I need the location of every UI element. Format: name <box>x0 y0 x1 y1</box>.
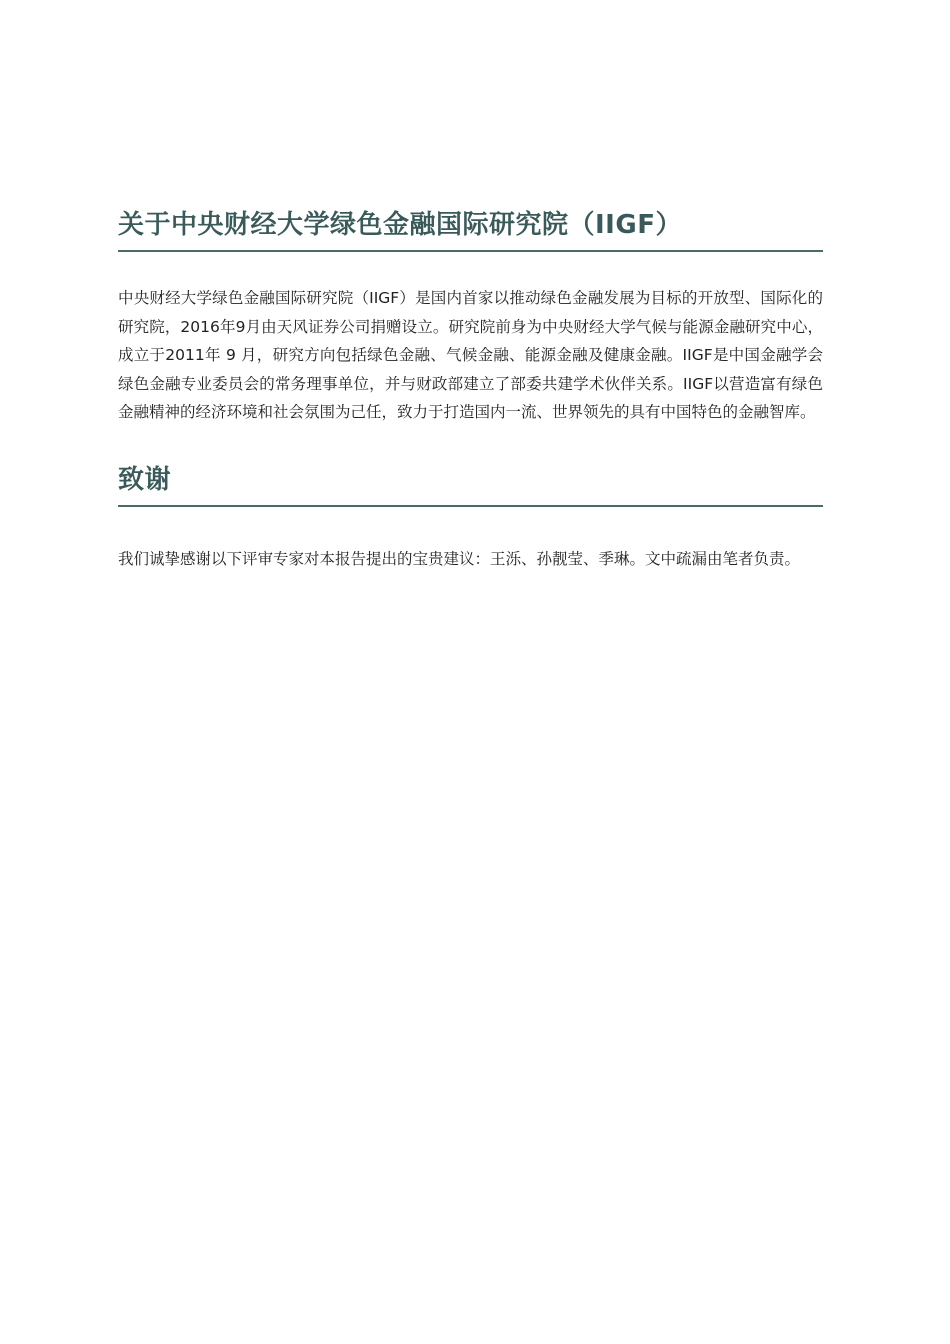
document-page <box>118 206 823 573</box>
acknowledgement-section <box>118 461 823 574</box>
about-section-title: 关于中央财经大学绿色金融国际研究院（IIGF） <box>118 206 823 252</box>
acknowledgement-section-title: 致谢 <box>118 461 823 507</box>
about-section-body: 中央财经大学绿色金融国际研究院（IIGF）是国内首家以推动绿色金融发展为目标的开放型、国际化的研究院，2016年9月由天风证券公司捐赠设立。研究院前身为中央财经大学气候与能源金融研究中心，成立于2011年 9 月，研究方向包括绿色金融、气候金融、能源金融及健康金融。IIGF是中国金融学会绿色金融专业委员会的常务理事单位，并与财政部建立了部委共建学术伙伴关系。IIGF以营造富有绿色金融精神的经济环境和社会氛围为己任，致力于打造国内一流、世界领先的具有中国特色的金融智库。 <box>118 289 823 421</box>
about-section <box>118 206 823 427</box>
acknowledgement-section-body: 我们诚挚感谢以下评审专家对本报告提出的宝贵建议：王泺、孙靓莹、季琳。文中疏漏由笔者负责。 <box>118 549 801 568</box>
